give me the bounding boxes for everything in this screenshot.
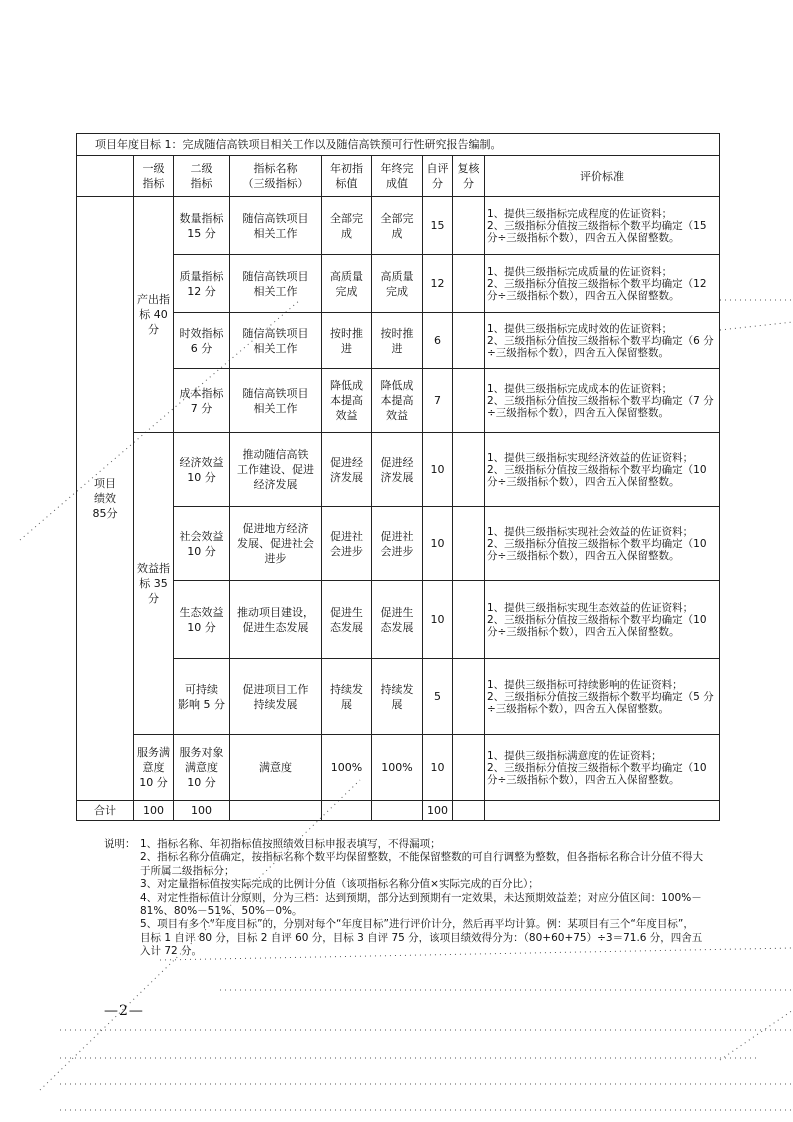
final-value: 促进生 态发展 [372, 581, 423, 659]
evaluation-criteria: 1、提供三级指标完成成本的佐证资料； 2、三级指标分值按三级指标个数平均确定（7 分÷三级指标个数），四舍五入保留整数。 [485, 369, 720, 433]
note-text: 5、项目有多个“年度目标”的，分别对每个“年度目标”进行评价计分，然后再平均计算。例：某项目有三个“年度目标”，目标 1 自评 80 分，目标 2 自评 60 分，目标 3 自评 75 分，该项目绩效得分为：（80+60+75）÷3＝71.6 分，四舍五入计 72 分。 [140, 918, 703, 958]
initial-value: 促进生 态发展 [322, 581, 372, 659]
header-level1: 一级 指标 [134, 156, 174, 197]
evaluation-criteria: 1、提供三级指标完成程度的佐证资料； 2、三级指标分值按三级指标个数平均确定（15 分÷三级指标个数），四舍五入保留整数。 [485, 197, 720, 255]
final-value: 全部完 成 [372, 197, 423, 255]
total-level1: 100 [134, 801, 174, 821]
initial-value: 高质量 完成 [322, 255, 372, 313]
initial-value: 按时推 进 [322, 313, 372, 369]
total-level2: 100 [174, 801, 230, 821]
header-self-score: 自评 分 [423, 156, 453, 197]
note-lead [104, 851, 140, 878]
blank-header-cell [77, 156, 134, 197]
goal-row [77, 134, 720, 156]
initial-value: 促进社 会进步 [322, 507, 372, 581]
total-self-score: 100 [423, 801, 453, 821]
note-item [104, 878, 704, 891]
note-text: 1、指标名称、年初指标值按照绩效目标申报表填写，不得漏项； [140, 838, 441, 850]
level2-indicator: 社会效益 10 分 [174, 507, 230, 581]
indicator-row [77, 369, 720, 433]
initial-value: 降低成 本提高 效益 [322, 369, 372, 433]
note-text: 4、对定性指标值计分原则，分为三档：达到预期，部分达到预期有一定效果，未达预期效益差；对应分值区间：100%－81%、80%－51%、50%－0%。 [140, 891, 702, 918]
group-service-indicator: 服务满 意度 10 分 [134, 735, 174, 801]
initial-value: 持续发 展 [322, 659, 372, 735]
final-value: 降低成 本提高 效益 [372, 369, 423, 433]
indicator-row [77, 659, 720, 735]
review-score [453, 735, 485, 801]
indicator-name: 随信高铁项目 相关工作 [230, 197, 322, 255]
total-name [230, 801, 322, 821]
level2-indicator: 数量指标 15 分 [174, 197, 230, 255]
note-lead [104, 918, 140, 958]
review-score [453, 255, 485, 313]
evaluation-criteria: 1、提供三级指标完成质量的佐证资料； 2、三级指标分值按三级指标个数平均确定（12 分÷三级指标个数），四舍五入保留整数。 [485, 255, 720, 313]
review-score [453, 313, 485, 369]
initial-value: 促进经 济发展 [322, 433, 372, 507]
self-score: 15 [423, 197, 453, 255]
self-score: 10 [423, 581, 453, 659]
indicator-name: 促进地方经济 发展、促进社会 进步 [230, 507, 322, 581]
self-score: 6 [423, 313, 453, 369]
header-level2: 二级 指标 [174, 156, 230, 197]
indicator-name: 推动项目建设， 促进生态发展 [230, 581, 322, 659]
total-row [77, 801, 720, 821]
note-text: 3、对定量指标值按实际完成的比例计分值（该项指标名称分值×实际完成的百分比）； [140, 878, 539, 891]
level2-indicator: 成本指标 7 分 [174, 369, 230, 433]
final-value: 持续发 展 [372, 659, 423, 735]
indicator-name: 促进项目工作 持续发展 [230, 659, 322, 735]
total-initial [322, 801, 372, 821]
note-item [104, 918, 704, 958]
indicator-name: 随信高铁项目 相关工作 [230, 369, 322, 433]
evaluation-criteria: 1、提供三级指标可持续影响的佐证资料； 2、三级指标分值按三级指标个数平均确定（5 分÷三级指标个数），四舍五入保留整数。 [485, 659, 720, 735]
indicator-name: 随信高铁项目 相关工作 [230, 313, 322, 369]
evaluation-criteria: 1、提供三级指标实现经济效益的佐证资料； 2、三级指标分值按三级指标个数平均确定（10 分÷三级指标个数），四舍五入保留整数。 [485, 433, 720, 507]
header-review-score: 复核 分 [453, 156, 485, 197]
note-item [104, 851, 704, 878]
final-value: 促进社 会进步 [372, 507, 423, 581]
level2-indicator: 质量指标 12 分 [174, 255, 230, 313]
indicator-name: 推动随信高铁 工作建设、促进 经济发展 [230, 433, 322, 507]
performance-table [76, 133, 720, 821]
note-lead: 说明： [104, 838, 136, 850]
review-score [453, 581, 485, 659]
review-score [453, 433, 485, 507]
indicator-row [77, 507, 720, 581]
evaluation-criteria: 1、提供三级指标完成时效的佐证资料； 2、三级指标分值按三级指标个数平均确定（6 分÷三级指标个数），四舍五入保留整数。 [485, 313, 720, 369]
header-name: 指标名称 （三级指标） [230, 156, 322, 197]
self-score: 10 [423, 507, 453, 581]
top-level-indicator: 项目 绩效 85分 [77, 197, 134, 801]
level2-indicator: 生态效益 10 分 [174, 581, 230, 659]
group-benefit-indicator: 效益指 标 35 分 [134, 433, 174, 735]
initial-value: 全部完 成 [322, 197, 372, 255]
level2-indicator: 可持续 影响 5 分 [174, 659, 230, 735]
self-score: 12 [423, 255, 453, 313]
final-value: 100% [372, 735, 423, 801]
review-score [453, 197, 485, 255]
total-review [453, 801, 485, 821]
self-score: 10 [423, 433, 453, 507]
final-value: 促进经 济发展 [372, 433, 423, 507]
indicator-row [77, 313, 720, 369]
level2-indicator: 服务对象 满意度 10 分 [174, 735, 230, 801]
final-value: 高质量 完成 [372, 255, 423, 313]
note-item [104, 838, 704, 851]
review-score [453, 659, 485, 735]
notes-section [104, 838, 704, 959]
level2-indicator: 经济效益 10 分 [174, 433, 230, 507]
total-criteria [485, 801, 720, 821]
page-number: —2— [104, 1003, 144, 1019]
self-score: 7 [423, 369, 453, 433]
note-item [104, 892, 704, 919]
level2-indicator: 时效指标 6 分 [174, 313, 230, 369]
initial-value: 100% [322, 735, 372, 801]
indicator-name: 随信高铁项目 相关工作 [230, 255, 322, 313]
indicator-row [77, 197, 720, 255]
review-score [453, 507, 485, 581]
final-value: 按时推 进 [372, 313, 423, 369]
header-row [77, 156, 720, 197]
header-initial: 年初指 标值 [322, 156, 372, 197]
header-criteria: 评价标准 [485, 156, 720, 197]
group-output-indicator: 产出指 标 40 分 [134, 197, 174, 433]
indicator-row [77, 735, 720, 801]
note-lead [104, 878, 140, 891]
evaluation-criteria: 1、提供三级指标满意度的佐证资料； 2、三级指标分值按三级指标个数平均确定（10 分÷三级指标个数），四舍五入保留整数。 [485, 735, 720, 801]
total-label: 合计 [77, 801, 134, 821]
indicator-row [77, 433, 720, 507]
evaluation-criteria: 1、提供三级指标实现社会效益的佐证资料； 2、三级指标分值按三级指标个数平均确定（10 分÷三级指标个数），四舍五入保留整数。 [485, 507, 720, 581]
review-score [453, 369, 485, 433]
header-final: 年终完 成值 [372, 156, 423, 197]
note-text: 2、指标名称分值确定，按指标名称个数平均保留整数，不能保留整数的可自行调整为整数，但各指标名称合计分值不得大于所属二级指标分； [140, 851, 704, 877]
self-score: 10 [423, 735, 453, 801]
indicator-row [77, 255, 720, 313]
total-final [372, 801, 423, 821]
indicator-name: 满意度 [230, 735, 322, 801]
evaluation-criteria: 1、提供三级指标实现生态效益的佐证资料； 2、三级指标分值按三级指标个数平均确定（10 分÷三级指标个数），四舍五入保留整数。 [485, 581, 720, 659]
indicator-row [77, 581, 720, 659]
self-score: 5 [423, 659, 453, 735]
note-lead [104, 892, 140, 919]
annual-goal-text: 项目年度目标 1：完成随信高铁项目相关工作以及随信高铁预可行性研究报告编制。 [77, 134, 720, 156]
